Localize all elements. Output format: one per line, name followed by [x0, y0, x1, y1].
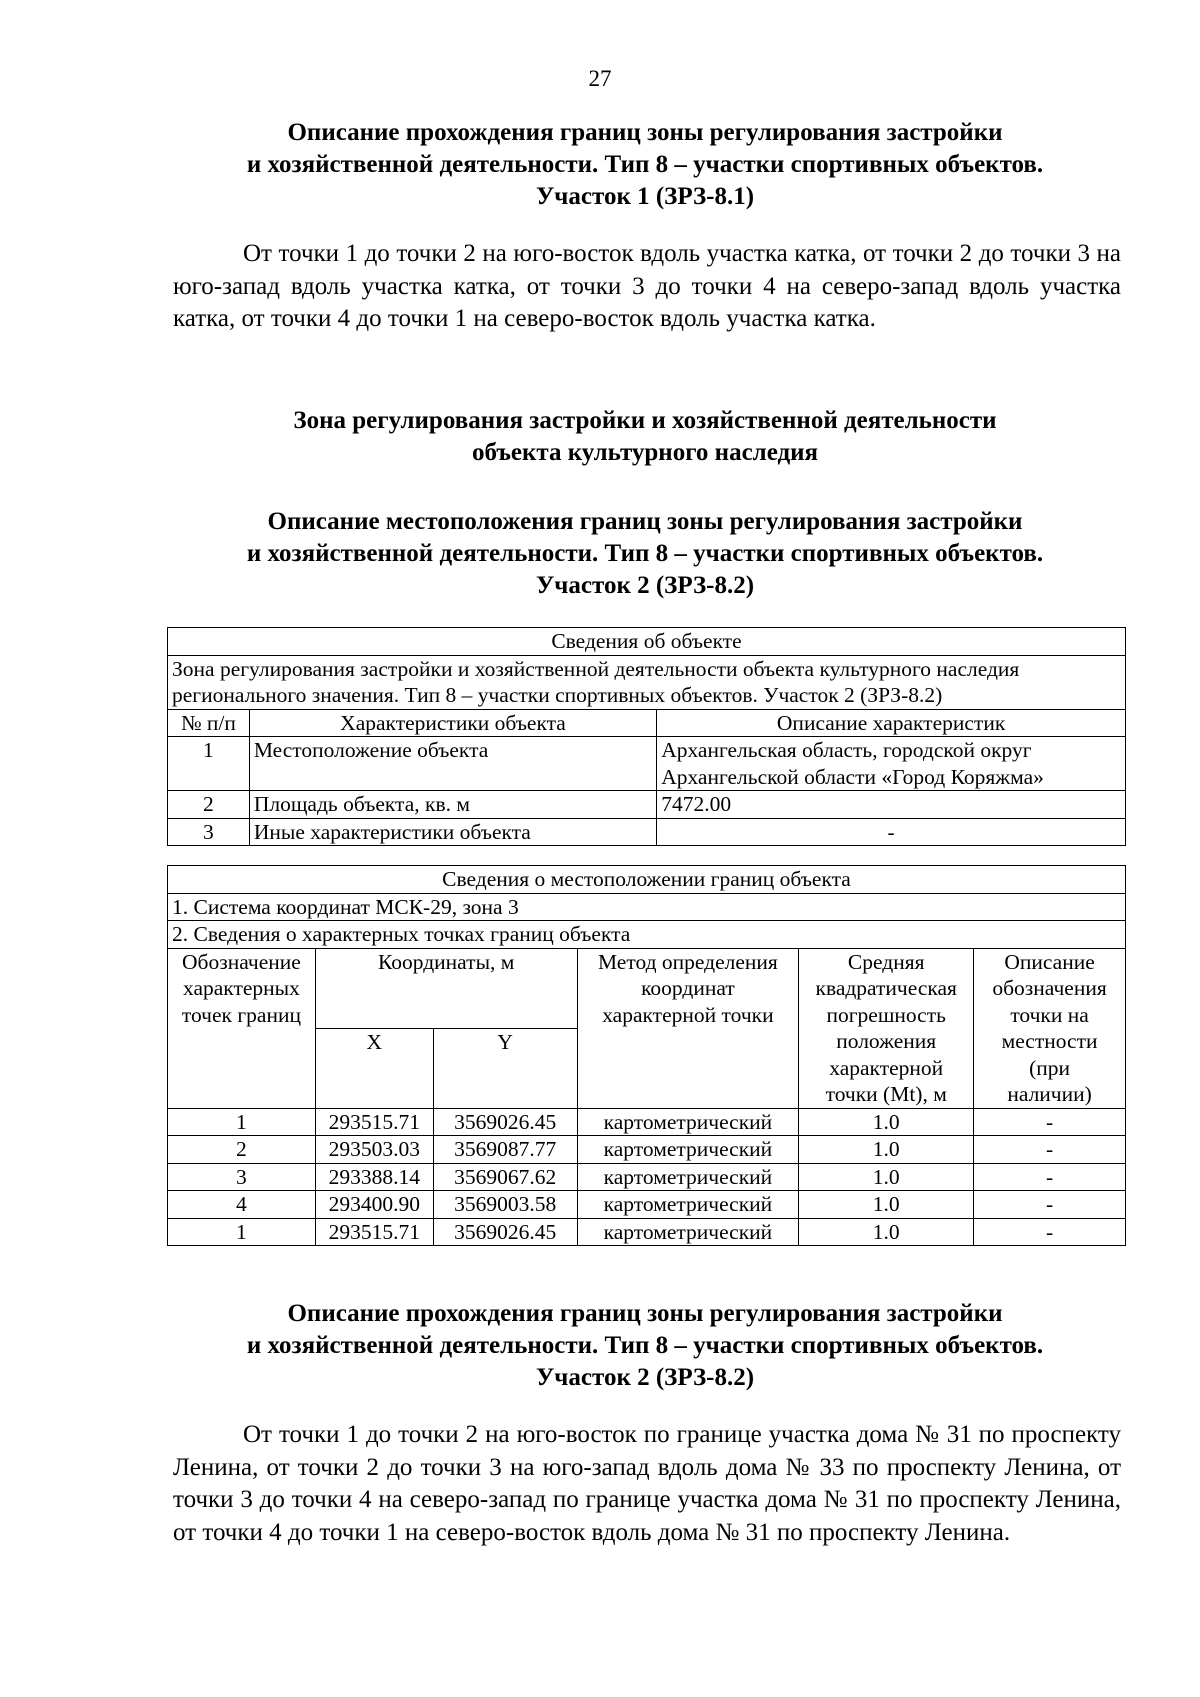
cell-x: 293388.14	[315, 1163, 433, 1191]
header-method	[577, 948, 799, 1108]
cell-point: 3	[168, 1163, 316, 1191]
heading-boundary-description-1	[150, 117, 1140, 213]
cell-y: 3569003.58	[433, 1191, 577, 1219]
table-row	[168, 628, 1126, 656]
table-row	[168, 1108, 1126, 1136]
header-error	[799, 948, 974, 1108]
row-name: Местоположение объекта	[249, 737, 656, 791]
cell-method: картометрический	[577, 1108, 799, 1136]
page-number: 27	[588, 66, 612, 91]
cell-error: 1.0	[799, 1136, 974, 1164]
header-line: характерной	[829, 1055, 944, 1080]
header-line: местности	[1001, 1029, 1098, 1053]
cell-method: картометрический	[577, 1218, 799, 1246]
table-row	[168, 1163, 1126, 1191]
cell-x: 293503.03	[315, 1136, 433, 1164]
header-line: точки (Mt), м	[825, 1082, 947, 1106]
row-number: 1	[168, 737, 250, 791]
header-line: наличии)	[1007, 1082, 1092, 1106]
cell-description: -	[974, 1163, 1126, 1191]
object-description-cell	[168, 655, 1126, 709]
row-name: Иные характеристики объекта	[249, 818, 656, 846]
table-header-row	[168, 709, 1126, 737]
cell-point: 1	[168, 1108, 316, 1136]
table-row	[168, 866, 1126, 894]
header-line: Метод определения	[597, 949, 778, 974]
cell-x: 293515.71	[315, 1108, 433, 1136]
heading-zone	[150, 405, 1140, 469]
coordinate-system: 1. Система координат МСК-29, зона 3	[168, 893, 1126, 921]
header-line: характерной точки	[602, 1002, 774, 1027]
object-info-table	[167, 627, 1126, 846]
object-table-title: Сведения об объекте	[168, 628, 1126, 656]
heading-line: и хозяйственной деятельности. Тип 8 – участки спортивных объектов.	[246, 540, 1044, 567]
table-row	[168, 1136, 1126, 1164]
cell-method: картометрический	[577, 1191, 799, 1219]
table-row	[168, 1191, 1126, 1219]
header-line: точки на	[1010, 1002, 1089, 1027]
cell-y: 3569026.45	[433, 1218, 577, 1246]
header-line: Средняя	[847, 949, 925, 974]
table-row	[168, 791, 1126, 819]
header-characteristics: Характеристики объекта	[249, 709, 656, 737]
boundary-table-title: Сведения о местоположении границ объекта	[168, 866, 1126, 894]
header-line: Описание	[1004, 949, 1095, 974]
heading-line: Участок 2 (ЗРЗ-8.2)	[535, 1364, 755, 1391]
heading-line: Описание местоположения границ зоны регулирования застройки	[267, 508, 1023, 535]
row-name: Площадь объекта, кв. м	[249, 791, 656, 819]
table-row	[168, 1218, 1126, 1246]
paragraph-boundary-1: От точки 1 до точки 2 на юго-восток вдоль участка катка, от точки 2 до точки 3 на юго-запад вдоль участка катка, от точки 3 до точки 4 на северо-запад вдоль участка катка, от точки 4 до точки 1 на северо-восток вдоль участка катка.	[173, 240, 1121, 332]
heading-line: Участок 1 (ЗРЗ-8.1)	[535, 183, 755, 210]
heading-line: Описание прохождения границ зоны регулирования застройки	[287, 119, 1003, 146]
row-value: -	[657, 818, 1126, 846]
cell-y: 3569087.77	[433, 1136, 577, 1164]
table-row	[168, 893, 1126, 921]
object-description-line: регионального значения. Тип 8 – участки спортивных объектов. Участок 2 (ЗРЗ-8.2)	[172, 683, 943, 707]
header-number: № п/п	[168, 709, 250, 737]
table-row	[168, 818, 1126, 846]
row-value-line: Архангельская область, городской округ	[661, 738, 1032, 762]
cell-x: 293515.71	[315, 1218, 433, 1246]
header-y: Y	[433, 1028, 577, 1108]
heading-line: Участок 2 (ЗРЗ-8.2)	[535, 572, 755, 599]
table-row	[168, 655, 1126, 709]
paragraph-boundary-2: От точки 1 до точки 2 на юго-восток по границе участка дома № 31 по проспекту Ленина, от точки 2 до точки 3 на юго-запад вдоль дома № 33 по проспекту Ленина, от точки 3 до точки 4 на северо-запад по границе участка дома № 31 по проспекту Ленина, от точки 4 до точки 1 на северо-восток вдоль дома № 31 по проспекту Ленина.	[173, 1421, 1121, 1546]
cell-method: картометрический	[577, 1136, 799, 1164]
header-coordinates: Координаты, м	[315, 948, 577, 1028]
header-line: обозначения	[992, 976, 1107, 1000]
boundary-coordinates-table	[167, 865, 1126, 1246]
header-designation	[168, 948, 316, 1108]
cell-description: -	[974, 1108, 1126, 1136]
header-x: X	[315, 1028, 433, 1108]
cell-point: 2	[168, 1136, 316, 1164]
row-number: 2	[168, 791, 250, 819]
header-line: точек границ	[181, 1002, 301, 1027]
row-value	[657, 737, 1126, 791]
heading-line: Зона регулирования застройки и хозяйственной деятельности	[293, 407, 997, 434]
cell-point: 4	[168, 1191, 316, 1219]
cell-error: 1.0	[799, 1163, 974, 1191]
cell-y: 3569067.62	[433, 1163, 577, 1191]
header-point-description	[974, 948, 1126, 1108]
table-row	[168, 921, 1126, 949]
cell-point: 1	[168, 1218, 316, 1246]
heading-line: и хозяйственной деятельности. Тип 8 – участки спортивных объектов.	[246, 1332, 1044, 1359]
cell-description: -	[974, 1136, 1126, 1164]
header-line: координат	[641, 976, 735, 1000]
table-header-row	[168, 948, 1126, 1028]
header-line: положения	[836, 1029, 937, 1053]
header-line: (при	[1029, 1055, 1071, 1080]
cell-description: -	[974, 1218, 1126, 1246]
cell-error: 1.0	[799, 1108, 974, 1136]
cell-error: 1.0	[799, 1191, 974, 1219]
cell-y: 3569026.45	[433, 1108, 577, 1136]
header-line: Обозначение	[182, 949, 301, 974]
header-line: характерных	[183, 976, 300, 1000]
header-line: квадратическая	[815, 976, 957, 1000]
row-value-line: Архангельской области «Город Коряжма»	[661, 764, 1044, 789]
cell-description: -	[974, 1191, 1126, 1219]
header-description: Описание характеристик	[657, 709, 1126, 737]
heading-line: и хозяйственной деятельности. Тип 8 – участки спортивных объектов.	[246, 151, 1044, 178]
heading-line: объекта культурного наследия	[471, 439, 819, 466]
cell-x: 293400.90	[315, 1191, 433, 1219]
points-info: 2. Сведения о характерных точках границ объекта	[168, 921, 1126, 949]
heading-location-description-2	[150, 506, 1140, 602]
table-row	[168, 737, 1126, 791]
row-number: 3	[168, 818, 250, 846]
cell-error: 1.0	[799, 1218, 974, 1246]
object-description-line: Зона регулирования застройки и хозяйственной деятельности объекта культурного наследия	[172, 656, 1020, 681]
row-value: 7472.00	[657, 791, 1126, 819]
heading-line: Описание прохождения границ зоны регулирования застройки	[287, 1300, 1003, 1327]
header-line: погрешность	[826, 1002, 946, 1027]
cell-method: картометрический	[577, 1163, 799, 1191]
heading-boundary-description-2	[150, 1298, 1140, 1394]
